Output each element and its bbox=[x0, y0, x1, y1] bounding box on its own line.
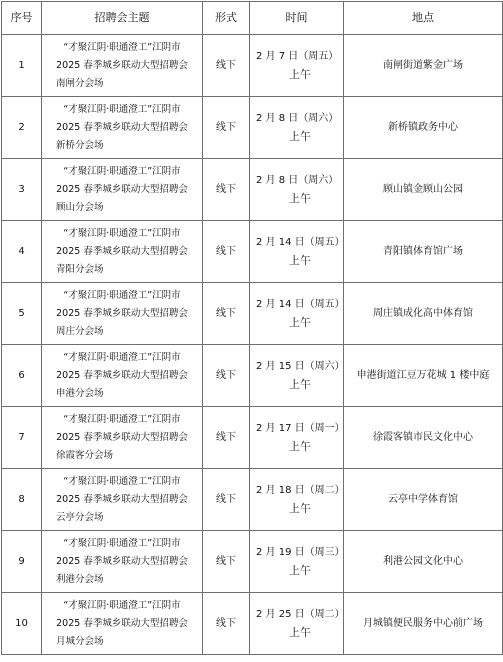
row-number: 2 bbox=[2, 97, 42, 159]
fair-theme-line1: “才聚江阴·职通澄工”江阴市 bbox=[63, 227, 181, 239]
fair-theme-cell bbox=[42, 97, 203, 159]
fair-date: 2 月 17 日（周一） bbox=[256, 422, 345, 434]
fair-venue-name: 利港分会场 bbox=[56, 573, 104, 585]
table-row bbox=[2, 345, 503, 407]
fair-theme-cell bbox=[42, 469, 203, 531]
fair-venue-name: 月城分会场 bbox=[56, 635, 104, 647]
fair-period: 上午 bbox=[289, 439, 311, 453]
fair-period: 上午 bbox=[289, 129, 311, 143]
fair-location: 新桥镇政务中心 bbox=[344, 97, 503, 159]
fair-theme-cell bbox=[42, 283, 203, 345]
fair-theme-line2: 2025 春季城乡联动大型招聘会 bbox=[56, 121, 188, 133]
fair-theme-line1: “才聚江阴·职通澄工”江阴市 bbox=[63, 599, 181, 611]
fair-form: 线下 bbox=[203, 345, 250, 407]
fair-theme-line1: “才聚江阴·职通澄工”江阴市 bbox=[63, 475, 181, 487]
fair-theme-line1: “才聚江阴·职通澄工”江阴市 bbox=[63, 165, 181, 177]
fair-location: 南闸街道紫金广场 bbox=[344, 35, 503, 97]
fair-form: 线下 bbox=[203, 407, 250, 469]
row-number: 4 bbox=[2, 221, 42, 283]
header-theme: 招聘会主题 bbox=[42, 2, 203, 35]
fair-theme-cell bbox=[42, 221, 203, 283]
fair-form: 线下 bbox=[203, 221, 250, 283]
fair-date: 2 月 8 日（周六） bbox=[256, 174, 339, 186]
fair-theme-line2: 2025 春季城乡联动大型招聘会 bbox=[56, 617, 188, 629]
table-header-row bbox=[2, 2, 503, 35]
fair-location: 周庄镇成化高中体育馆 bbox=[344, 283, 503, 345]
table-row bbox=[2, 221, 503, 283]
fair-date: 2 月 18 日（周二） bbox=[256, 484, 345, 496]
fair-theme-line2: 2025 春季城乡联动大型招聘会 bbox=[56, 431, 188, 443]
fair-date: 2 月 14 日（周五） bbox=[256, 298, 345, 310]
row-number: 8 bbox=[2, 469, 42, 531]
fair-period: 上午 bbox=[289, 377, 311, 391]
fair-form: 线下 bbox=[203, 469, 250, 531]
table-row bbox=[2, 469, 503, 531]
header-time: 时间 bbox=[250, 2, 344, 35]
fair-theme-line1: “才聚江阴·职通澄工”江阴市 bbox=[63, 413, 181, 425]
fair-theme-cell bbox=[42, 35, 203, 97]
header-no: 序号 bbox=[2, 2, 42, 35]
row-number: 6 bbox=[2, 345, 42, 407]
table-row bbox=[2, 159, 503, 221]
fair-theme-cell bbox=[42, 407, 203, 469]
fair-location: 月城镇便民服务中心前广场 bbox=[344, 593, 503, 655]
header-form: 形式 bbox=[203, 2, 250, 35]
fair-theme-cell bbox=[42, 593, 203, 655]
fair-theme-line2: 2025 春季城乡联动大型招聘会 bbox=[56, 369, 188, 381]
fair-location: 申港街道江豆万花城 1 楼中庭 bbox=[344, 345, 503, 407]
fair-date: 2 月 15 日（周六） bbox=[256, 360, 345, 372]
fair-date: 2 月 7 日（周五） bbox=[256, 50, 339, 62]
row-number: 3 bbox=[2, 159, 42, 221]
fair-time-cell bbox=[250, 159, 344, 221]
fair-theme-cell bbox=[42, 345, 203, 407]
fair-form: 线下 bbox=[203, 159, 250, 221]
fair-time-cell bbox=[250, 345, 344, 407]
fair-time-cell bbox=[250, 97, 344, 159]
fair-theme-line1: “才聚江阴·职通澄工”江阴市 bbox=[63, 41, 181, 53]
fair-form: 线下 bbox=[203, 35, 250, 97]
fair-period: 上午 bbox=[289, 315, 311, 329]
fair-theme-line1: “才聚江阴·职通澄工”江阴市 bbox=[63, 351, 181, 363]
fair-theme-line1: “才聚江阴·职通澄工”江阴市 bbox=[63, 537, 181, 549]
row-number: 5 bbox=[2, 283, 42, 345]
fair-time-cell bbox=[250, 221, 344, 283]
fair-form: 线下 bbox=[203, 531, 250, 593]
fair-period: 上午 bbox=[289, 67, 311, 81]
row-number: 7 bbox=[2, 407, 42, 469]
fair-location: 云亭中学体育馆 bbox=[344, 469, 503, 531]
fair-time-cell bbox=[250, 531, 344, 593]
fair-period: 上午 bbox=[289, 253, 311, 267]
fair-time-cell bbox=[250, 407, 344, 469]
job-fair-schedule-table bbox=[1, 1, 503, 655]
fair-location: 徐霞客镇市民文化中心 bbox=[344, 407, 503, 469]
table-row bbox=[2, 531, 503, 593]
fair-time-cell bbox=[250, 593, 344, 655]
fair-period: 上午 bbox=[289, 625, 311, 639]
fair-theme-cell bbox=[42, 531, 203, 593]
fair-location: 青阳镇体育馆广场 bbox=[344, 221, 503, 283]
fair-theme-line2: 2025 春季城乡联动大型招聘会 bbox=[56, 183, 188, 195]
table-body bbox=[2, 35, 503, 655]
fair-form: 线下 bbox=[203, 593, 250, 655]
fair-time-cell bbox=[250, 283, 344, 345]
fair-date: 2 月 8 日（周六） bbox=[256, 112, 339, 124]
table-row bbox=[2, 407, 503, 469]
table-row bbox=[2, 97, 503, 159]
fair-date: 2 月 25 日（周二） bbox=[256, 608, 345, 620]
fair-venue-name: 云亭分会场 bbox=[56, 511, 104, 523]
fair-theme-cell bbox=[42, 159, 203, 221]
header-location: 地点 bbox=[344, 2, 503, 35]
fair-date: 2 月 19 日（周三） bbox=[256, 546, 345, 558]
fair-theme-line1: “才聚江阴·职通澄工”江阴市 bbox=[63, 103, 181, 115]
fair-venue-name: 徐霞客分会场 bbox=[56, 449, 114, 461]
table-row bbox=[2, 283, 503, 345]
fair-form: 线下 bbox=[203, 283, 250, 345]
fair-location: 利港公园文化中心 bbox=[344, 531, 503, 593]
fair-venue-name: 周庄分会场 bbox=[56, 325, 104, 337]
fair-venue-name: 顾山分会场 bbox=[56, 201, 104, 213]
row-number: 1 bbox=[2, 35, 42, 97]
fair-form: 线下 bbox=[203, 97, 250, 159]
fair-period: 上午 bbox=[289, 501, 311, 515]
fair-venue-name: 南闸分会场 bbox=[56, 77, 104, 89]
fair-theme-line2: 2025 春季城乡联动大型招聘会 bbox=[56, 245, 188, 257]
fair-time-cell bbox=[250, 469, 344, 531]
fair-theme-line2: 2025 春季城乡联动大型招聘会 bbox=[56, 493, 188, 505]
fair-theme-line1: “才聚江阴·职通澄工”江阴市 bbox=[63, 289, 181, 301]
row-number: 10 bbox=[2, 593, 42, 655]
table-row bbox=[2, 593, 503, 655]
fair-time-cell bbox=[250, 35, 344, 97]
fair-theme-line2: 2025 春季城乡联动大型招聘会 bbox=[56, 555, 188, 567]
table-row bbox=[2, 35, 503, 97]
fair-date: 2 月 14 日（周五） bbox=[256, 236, 345, 248]
fair-period: 上午 bbox=[289, 563, 311, 577]
fair-theme-line2: 2025 春季城乡联动大型招聘会 bbox=[56, 307, 188, 319]
fair-theme-line2: 2025 春季城乡联动大型招聘会 bbox=[56, 59, 188, 71]
row-number: 9 bbox=[2, 531, 42, 593]
fair-venue-name: 新桥分会场 bbox=[56, 139, 104, 151]
fair-venue-name: 青阳分会场 bbox=[56, 263, 104, 275]
fair-period: 上午 bbox=[289, 191, 311, 205]
fair-location: 顾山镇金顾山公园 bbox=[344, 159, 503, 221]
fair-venue-name: 申港分会场 bbox=[56, 387, 104, 399]
